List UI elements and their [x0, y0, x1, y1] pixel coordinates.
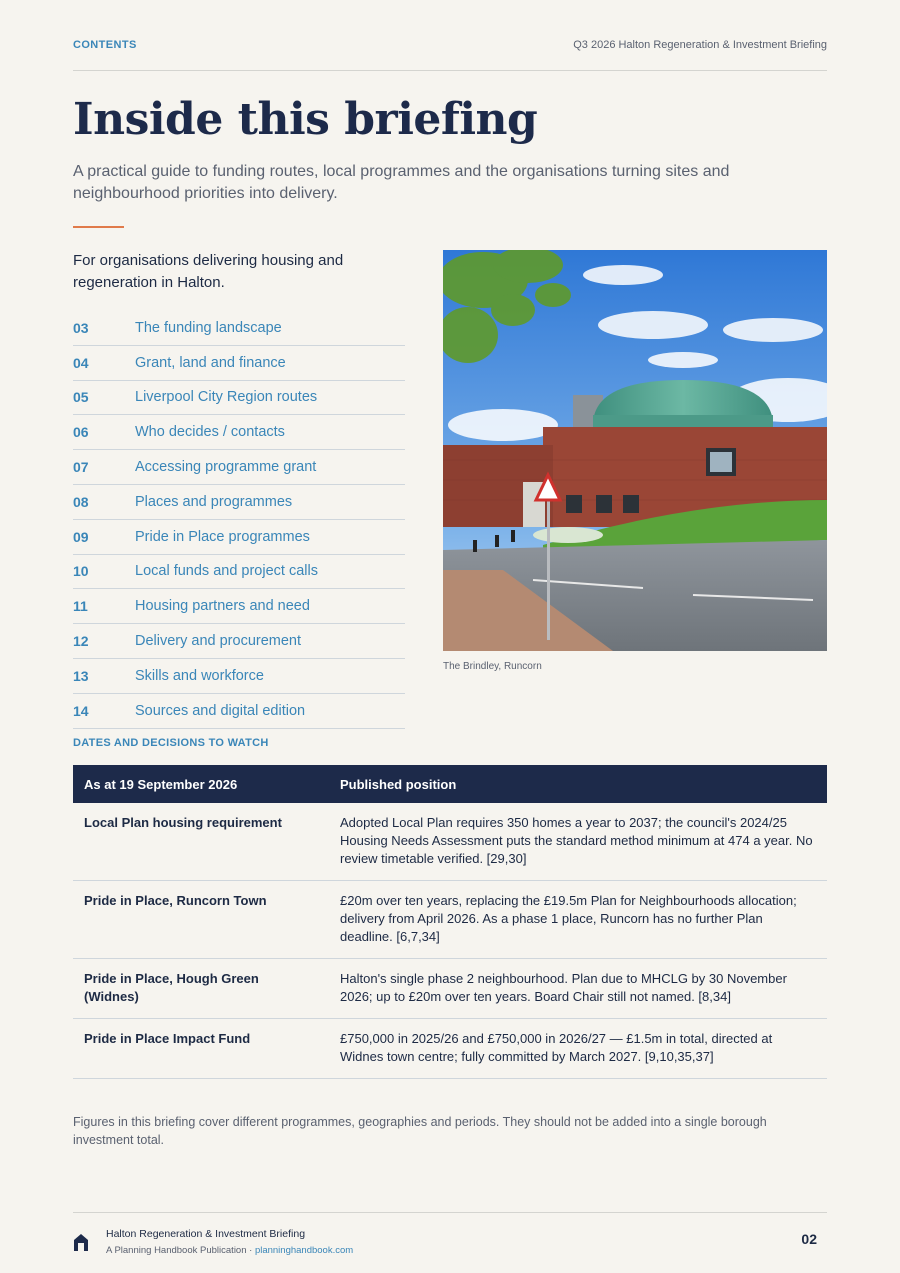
toc-item[interactable]: [73, 520, 405, 555]
toc-link[interactable]: Pride in Place programmes: [135, 528, 310, 545]
row-item: Pride in Place, Runcorn Town: [84, 893, 267, 908]
page-title: Inside this briefing: [73, 94, 538, 145]
toc-page-number: 08: [73, 493, 89, 510]
table-row: [73, 959, 827, 1019]
photo-caption: The Brindley, Runcorn: [443, 661, 542, 672]
row-position: Halton's single phase 2 neighbourhood. Plan due to MHCLG by 30 November 2026; up to £20m over ten years. Board Chair still not named. [8,34]: [340, 971, 787, 1004]
page: [73, 0, 827, 1273]
toc-page-number: 10: [73, 563, 89, 580]
toc-item[interactable]: [73, 589, 405, 624]
toc-link[interactable]: Grant, land and finance: [135, 354, 286, 371]
toc-item[interactable]: [73, 346, 405, 381]
toc-item[interactable]: [73, 415, 405, 450]
toc-page-number: 04: [73, 354, 89, 371]
toc-page-number: 05: [73, 389, 89, 406]
table-row: [73, 1019, 827, 1079]
toc-link[interactable]: The funding landscape: [135, 319, 282, 336]
row-position: £20m over ten years, replacing the £19.5m Plan for Neighbourhoods allocation; delivery from April 2026. As a phase 1 place, Runcorn has no further Plan deadline. [6,7,34]: [340, 893, 797, 944]
page-number: 02: [801, 1231, 817, 1247]
accent-rule: [73, 226, 124, 228]
column-header: As at 19 September 2026: [84, 776, 238, 792]
row-item: Local Plan housing requirement: [84, 815, 282, 830]
toc-link[interactable]: Sources and digital edition: [135, 702, 306, 719]
row-position: £750,000 in 2025/26 and £750,000 in 2026/27 — £1.5m in total, directed at Widnes town centre; fully committed by March 2027. [9,10,35,37]: [340, 1031, 773, 1064]
toc-item[interactable]: [73, 694, 405, 729]
toc-item[interactable]: [73, 624, 405, 659]
table-row: [73, 881, 827, 959]
toc-link[interactable]: Housing partners and need: [135, 598, 310, 615]
toc-link[interactable]: Skills and workforce: [135, 667, 264, 684]
toc-page-number: 11: [73, 598, 88, 615]
toc-page-number: 06: [73, 424, 89, 441]
building-photo: [443, 250, 827, 651]
toc-link[interactable]: Places and programmes: [135, 493, 293, 510]
toc-item[interactable]: [73, 485, 405, 520]
figures-note: Figures in this briefing cover different programmes, geographies and periods. They should not be added into a single borough investment total.: [73, 1115, 767, 1147]
toc-link[interactable]: Accessing programme grant: [135, 459, 317, 476]
toc-item[interactable]: [73, 311, 405, 346]
toc-item[interactable]: [73, 555, 405, 590]
page-footer: [73, 1212, 827, 1273]
publisher-logo-icon: [73, 1232, 91, 1252]
page-header: [73, 39, 827, 71]
page-subtitle: A practical guide to funding routes, local programmes and the organisations turning sites and neighbourhood priorities into delivery.: [73, 163, 730, 202]
toc-link[interactable]: Liverpool City Region routes: [135, 389, 318, 406]
row-item: Pride in Place Impact Fund: [84, 1031, 251, 1046]
footer-website-link[interactable]: planninghandbook.com: [254, 1245, 354, 1256]
toc-page-number: 03: [73, 319, 89, 336]
footer-title: Halton Regeneration & Investment Briefing: [106, 1228, 306, 1240]
toc-page-number: 13: [73, 667, 89, 684]
row-position: Adopted Local Plan requires 350 homes a year to 2037; the council's 2024/25 Housing Needs Assessment puts the standard method minimum at 474 a year. No review timetable verified. [29,30]: [340, 815, 813, 866]
table-header: [73, 765, 827, 803]
section-label: CONTENTS: [73, 39, 137, 51]
dates-table: [73, 765, 827, 1079]
toc-item[interactable]: [73, 381, 405, 416]
footer-publisher-text: A Planning Handbook Publication ·: [106, 1245, 255, 1256]
footer-publisher: [106, 1245, 353, 1256]
publication-title: Q3 2026 Halton Regeneration & Investment Briefing: [573, 39, 827, 51]
toc-item[interactable]: [73, 659, 405, 694]
column-header: Published position: [340, 776, 457, 792]
toc-link[interactable]: Who decides / contacts: [135, 424, 285, 441]
toc-page-number: 09: [73, 528, 89, 545]
toc-item[interactable]: [73, 450, 405, 485]
dates-heading: DATES AND DECISIONS TO WATCH: [73, 737, 269, 749]
toc-link[interactable]: Delivery and procurement: [135, 633, 302, 650]
table-row: [73, 803, 827, 881]
toc-page-number: 12: [73, 633, 89, 650]
toc-link[interactable]: Local funds and project calls: [135, 563, 318, 580]
row-item: Pride in Place, Hough Green (Widnes): [84, 971, 259, 1004]
toc-page-number: 14: [73, 702, 89, 719]
table-of-contents: [73, 311, 405, 729]
toc-page-number: 07: [73, 459, 89, 476]
intro-text: For organisations delivering housing and regeneration in Halton.: [73, 252, 344, 291]
